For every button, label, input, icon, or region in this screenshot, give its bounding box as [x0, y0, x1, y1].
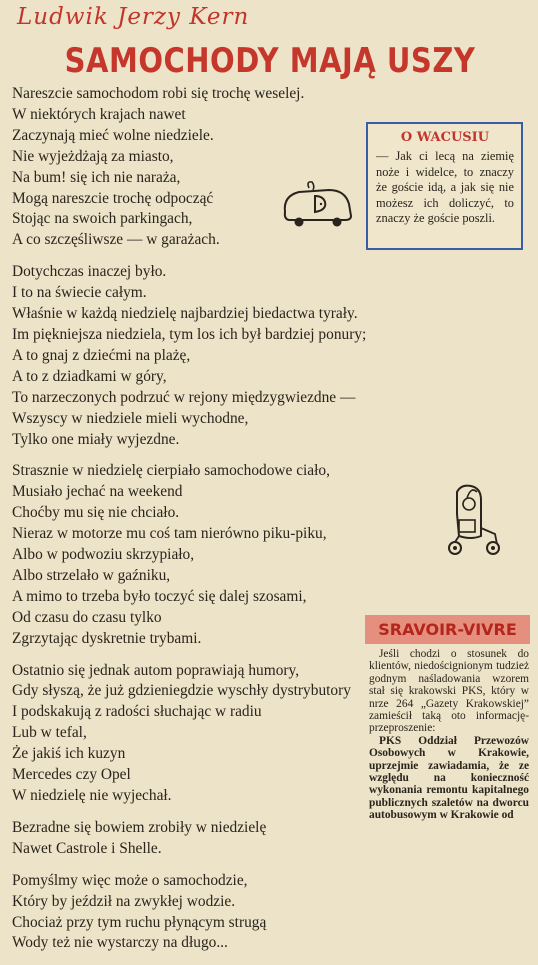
- poem-line: Nie wyjeżdżają za miasto,: [12, 147, 174, 165]
- poem-line: Zaczynają mieć wolne niedziele.: [12, 126, 214, 144]
- poem-line: Wody też nie wystarczy na długo...: [12, 934, 228, 952]
- poem-line: Mercedes czy Opel: [12, 766, 131, 784]
- article-title: SAMOCHODY MAJĄ USZY: [64, 40, 476, 81]
- poem-line: Zgrzytając dyskretnie trybami.: [12, 629, 202, 647]
- poem-line: Nareszcie samochodom robi się trochę weselej.: [12, 85, 305, 102]
- anecdote-title: O WACUSIU: [400, 130, 490, 145]
- poem-stanza: [12, 262, 442, 450]
- poem-line: W niektórych krajach nawet: [12, 105, 186, 123]
- poem-line: Im piękniejsza niedziela, tym los ich był bardziej ponury;: [12, 325, 367, 343]
- poem-line: Nieraz w motorze mu coś tam nierówno piku-piku,: [12, 525, 327, 543]
- savoir-bold-notice: PKS Oddział Przewozów Osobowych w Krakowie, uprzejmie zawiadamia, że ze względu na konieczność wykonania remontu kapitalnego publicznych szaletów na dworcu autobusowym w Krakowie od: [369, 734, 529, 822]
- poem-line: Wszyscy w niedziele mieli wychodne,: [12, 409, 249, 427]
- poem-line: Gdy słyszą, że już gdzieniegdzie wyschły dystrybutory: [12, 682, 351, 700]
- poem-line: Właśnie w każdą niedzielę najbardziej biedactwa tyrały.: [12, 305, 358, 323]
- poem-line: Lub w tefal,: [12, 724, 87, 742]
- poem-line: A to z dziadkami w góry,: [12, 367, 167, 385]
- poem-line: A mimo to trzeba było toczyć się dalej szosami,: [12, 587, 307, 605]
- poem-line: Musiało jechać na weekend: [12, 483, 183, 501]
- poem-line: Dotychczas inaczej było.: [12, 263, 167, 281]
- poem-line: Że jakiś ich kuzyn: [12, 745, 126, 763]
- poem-line: Nawet Castrole i Shelle.: [12, 839, 162, 857]
- poem-line: Ostatnio się jednak autom poprawiają humory,: [12, 661, 300, 679]
- poem-line: To narzeczonych podrzuć w rejony międzygwiezdne —: [12, 388, 356, 406]
- poem-line: Bezradne się bowiem zrobiły w niedzielę: [12, 818, 267, 836]
- poem-line: Na bum! się ich nie naraża,: [12, 168, 181, 186]
- savoir-vivre-header: SRAVOIR-VIVRE: [365, 615, 530, 644]
- poem-line: A co szczęśliwsze — w garażach.: [12, 231, 220, 249]
- author-name: Ludwik Jerzy Kern: [17, 4, 250, 30]
- poem-line: I podskakują z radości słuchając w radiu: [12, 703, 262, 721]
- anecdote-box: [366, 122, 523, 250]
- savoir-paragraph: Jeśli chodzi o stosunek do klientów, niedoścignionym tudzież godnym naśladowania wzorem stał się krakowski PKS, który w nrze 264 „Gazety Krakowskiej” zamieścił taką oto informację-przeproszenie:: [369, 648, 529, 735]
- poem-line: Albo w podwoziu skrzypiało,: [12, 546, 195, 564]
- poem-line: Od czasu do czasu tylko: [12, 608, 162, 626]
- poem-line: I to na świecie całym.: [12, 284, 147, 302]
- poem-stanza: [12, 871, 442, 955]
- poem-line: Tylko one miały wyjezdne.: [12, 430, 180, 448]
- poem-line: W niedzielę nie wyjechał.: [12, 787, 172, 804]
- poem-line: Który by jeździł na zwykłej wodzie.: [12, 892, 236, 910]
- car-with-ears-illustration: [279, 178, 355, 228]
- savoir-vivre-text: [369, 648, 529, 822]
- poem-line: Mogą nareszcie trochę odpocząć: [12, 189, 214, 207]
- anecdote-text: — Jak ci lecą na ziemię noże i widelce, to znaczy że goście idą, a jak się nie możesz ich doliczyć, to znaczy że goście poszli.: [376, 149, 514, 225]
- poem-line: Pomyślmy więc może o samochodzie,: [12, 871, 248, 889]
- poem-line: Albo strzelało w gaźniku,: [12, 566, 171, 584]
- poem-line: Stojąc na swoich parkingach,: [12, 210, 193, 228]
- poem-line: Choćby mu się nie chciało.: [12, 504, 180, 522]
- poem-line: Strasznie w niedzielę cierpiało samochodowe ciało,: [12, 462, 330, 480]
- poem-line: Chociaż przy tym ruchu płynącym strugą: [12, 913, 267, 931]
- vehicle-listening-illustration: [441, 484, 505, 564]
- poem-stanza: [12, 818, 442, 860]
- poem-line: A to gnaj z dziećmi na plażę,: [12, 346, 191, 364]
